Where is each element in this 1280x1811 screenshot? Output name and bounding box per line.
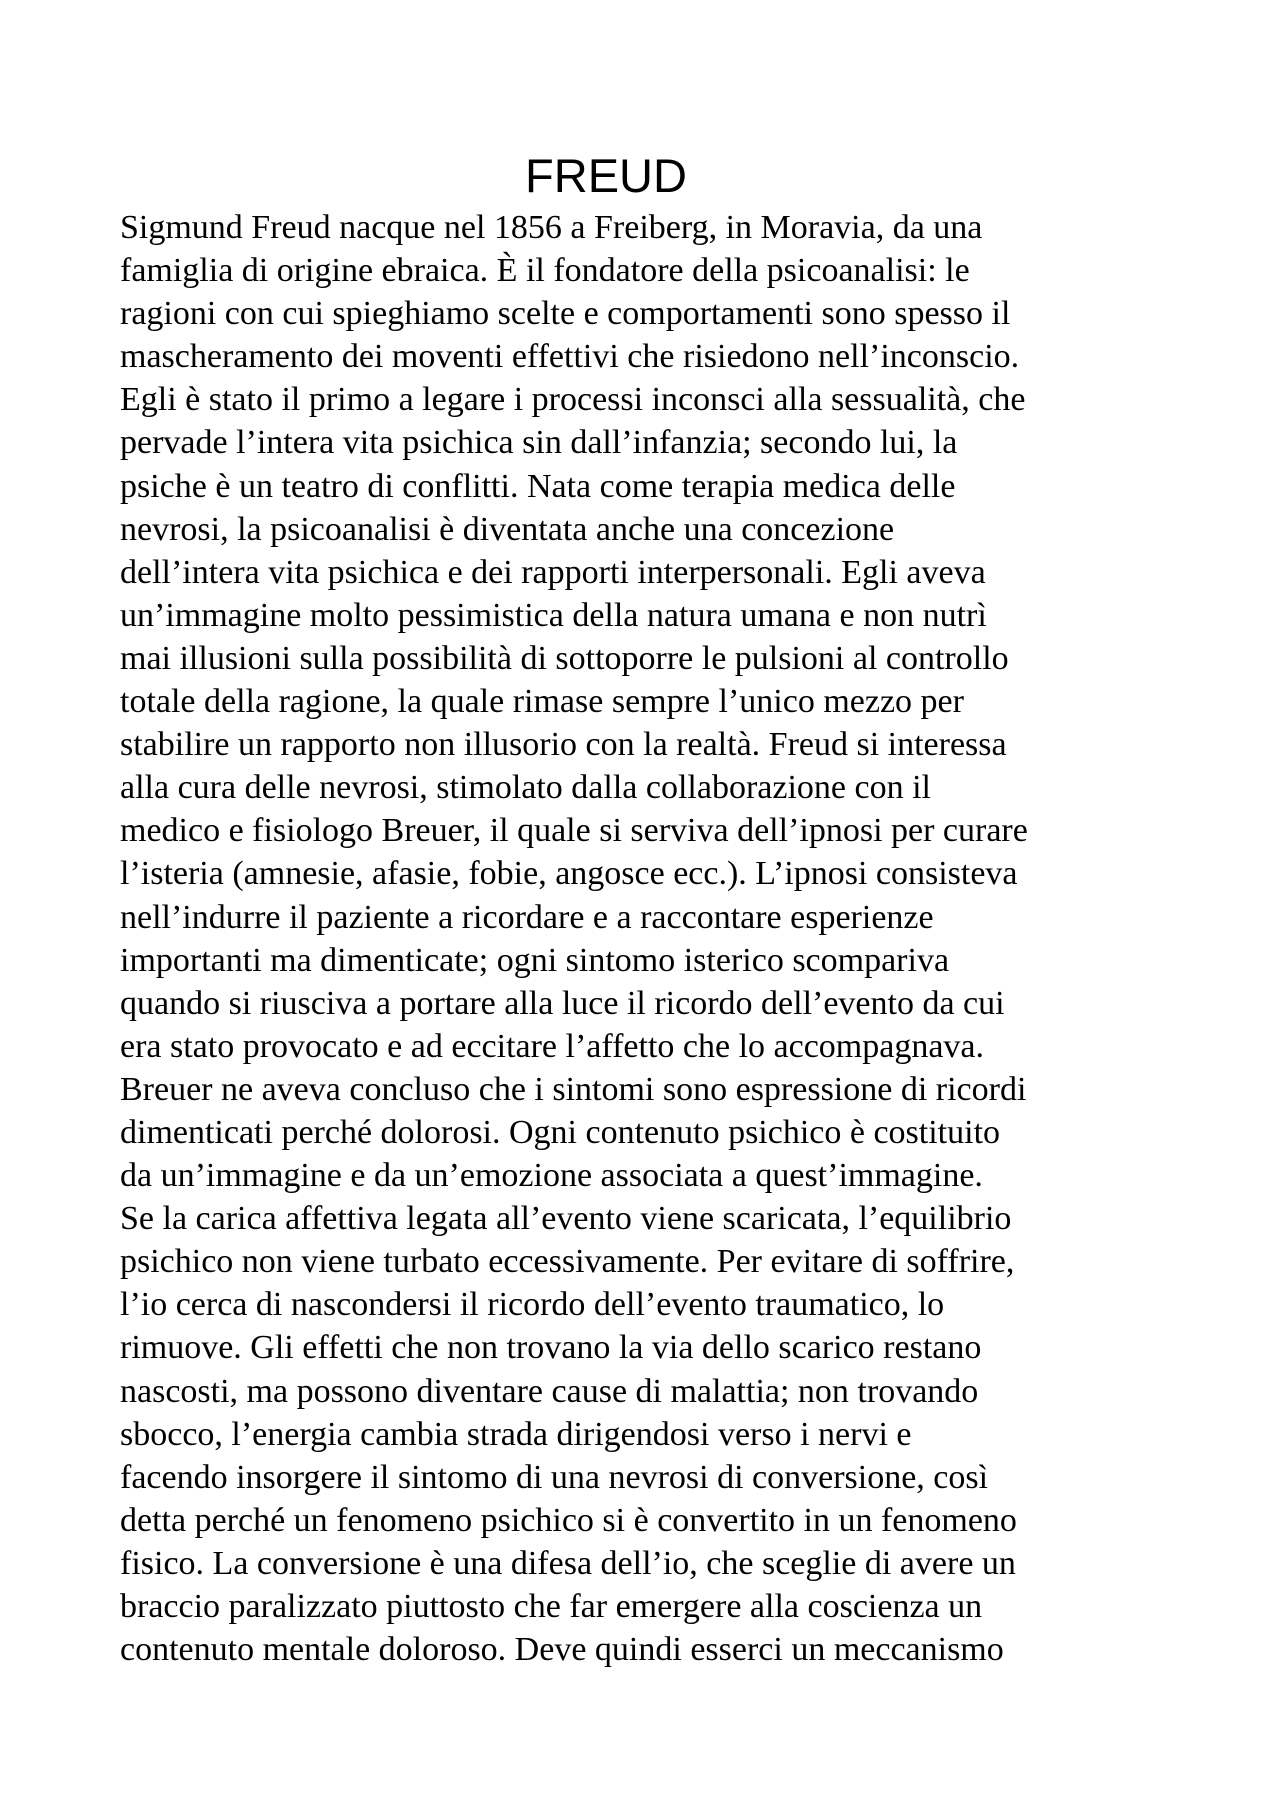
text-line: un’immagine molto pessimistica della natura umana e non nutrì: [120, 596, 987, 634]
text-line: alla cura delle nevrosi, stimolato dalla collaborazione con il: [120, 769, 931, 807]
text-line: fisico. La conversione è una difesa dell’io, che sceglie di avere un: [120, 1544, 1016, 1582]
text-line: mascheramento dei moventi effettivi che risiedono nell’inconscio.: [120, 338, 1020, 376]
text-line: mai illusioni sulla possibilità di sottoporre le pulsioni al controllo: [120, 639, 1009, 677]
text-line: importanti ma dimenticate; ogni sintomo isterico scompariva: [120, 941, 950, 979]
text-line: totale della ragione, la quale rimase sempre l’unico mezzo per: [120, 683, 964, 721]
text-line: ragioni con cui spieghiamo scelte e comportamenti sono spesso il: [120, 295, 1011, 333]
text-line: l’io cerca di nascondersi il ricordo dell’evento traumatico, lo: [120, 1286, 945, 1324]
text-line: dell’intera vita psichica e dei rapporti interpersonali. Egli aveva: [120, 553, 986, 591]
body-text: [120, 206, 1180, 1671]
text-line: sbocco, l’energia cambia strada dirigendosi verso i nervi e: [120, 1415, 912, 1453]
text-line: facendo insorgere il sintomo di una nevrosi di conversione, così: [120, 1458, 989, 1496]
text-line: nascosti, ma possono diventare cause di malattia; non trovando: [120, 1372, 979, 1410]
text-line: quando si riusciva a portare alla luce il ricordo dell’evento da cui: [120, 984, 1005, 1022]
text-line: Egli è stato il primo a legare i processi inconsci alla sessualità, che: [120, 381, 1026, 419]
text-line: famiglia di origine ebraica. È il fondatore della psicoanalisi: le: [120, 252, 970, 290]
text-line: detta perché un fenomeno psichico si è convertito in un fenomeno: [120, 1501, 1017, 1539]
text-line: nell’indurre il paziente a ricordare e a raccontare esperienze: [120, 898, 934, 936]
text-line: da un’immagine e da un’emozione associata a quest’immagine.: [120, 1157, 983, 1195]
text-line: Sigmund Freud nacque nel 1856 a Freiberg, in Moravia, da una: [120, 209, 983, 246]
text-line: medico e fisiologo Breuer, il quale si serviva dell’ipnosi per curare: [120, 812, 1028, 850]
text-line: psiche è un teatro di conflitti. Nata come terapia medica delle: [120, 467, 956, 505]
text-line: stabilire un rapporto non illusorio con la realtà. Freud si interessa: [120, 726, 1007, 764]
text-line: nevrosi, la psicoanalisi è diventata anche una concezione: [120, 510, 895, 548]
text-line: braccio paralizzato piuttosto che far emergere alla coscienza un: [120, 1588, 983, 1625]
text-line: rimuove. Gli effetti che non trovano la via dello scarico restano: [120, 1329, 982, 1367]
text-line: Breuer ne aveva concluso che i sintomi sono espressione di ricordi: [120, 1070, 1027, 1108]
text-line: l’isteria (amnesie, afasie, fobie, angosce ecc.). L’ipnosi consisteva: [120, 855, 1018, 893]
text-line: Se la carica affettiva legata all’evento viene scaricata, l’equilibrio: [120, 1200, 1012, 1238]
text-line: psichico non viene turbato eccessivamente. Per evitare di soffrire,: [120, 1243, 1015, 1281]
text-line: dimenticati perché dolorosi. Ogni contenuto psichico è costituito: [120, 1113, 1001, 1151]
text-line: era stato provocato e ad eccitare l’affetto che lo accompagnava.: [120, 1027, 985, 1065]
page-title: FREUD: [525, 149, 687, 202]
text-line: contenuto mentale doloroso. Deve quindi esserci un meccanismo: [120, 1631, 1004, 1669]
text-line: pervade l’intera vita psichica sin dall’infanzia; secondo lui, la: [120, 424, 958, 462]
